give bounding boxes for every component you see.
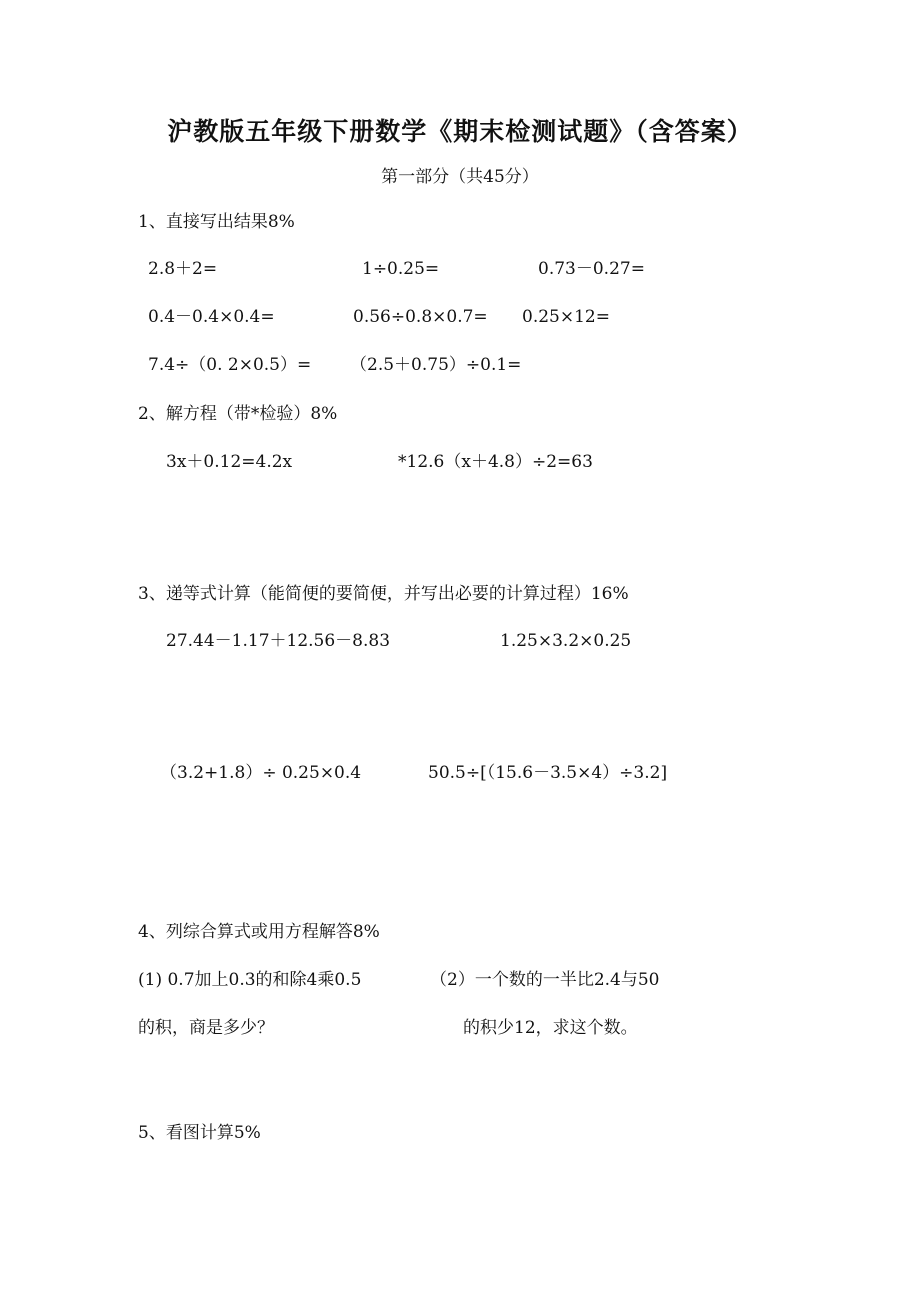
s1-problem-2: 1÷0.25= xyxy=(362,259,440,279)
s1-problem-1: 2.8＋2= xyxy=(148,259,218,279)
section-2-heading: 2、解方程（带*检验）8% xyxy=(138,404,338,424)
s1-problem-4: 0.4－0.4×0.4= xyxy=(148,307,275,327)
s4-question-2-line-2: 的积少12，求这个数。 xyxy=(463,1018,638,1038)
page-title: 沪教版五年级下册数学《期末检测试题》（含答案） xyxy=(167,117,753,146)
s1-problem-8: （2.5＋0.75）÷0.1= xyxy=(350,355,522,375)
s1-problem-3: 0.73－0.27= xyxy=(538,259,645,279)
part-subtitle: 第一部分（共45分） xyxy=(381,167,539,187)
section-5-heading: 5、看图计算5% xyxy=(138,1123,261,1143)
s1-problem-6: 0.25×12= xyxy=(522,307,610,327)
s1-problem-5: 0.56÷0.8×0.7= xyxy=(353,307,488,327)
s3-calc-1: 27.44－1.17＋12.56－8.83 xyxy=(166,631,391,651)
s2-equation-1: 3x＋0.12=4.2x xyxy=(166,452,293,472)
section-1-heading: 1、直接写出结果8% xyxy=(138,212,295,232)
section-4-heading: 4、列综合算式或用方程解答8% xyxy=(138,922,380,942)
s4-question-2-line-1: （2）一个数的一半比2.4与50 xyxy=(430,970,660,990)
s3-calc-2: 1.25×3.2×0.25 xyxy=(500,631,632,651)
s3-calc-4: 50.5÷[（15.6－3.5×4）÷3.2] xyxy=(428,763,668,783)
s1-problem-7: 7.4÷（0. 2×0.5）= xyxy=(148,355,312,375)
s3-calc-3: （3.2+1.8）÷ 0.25×0.4 xyxy=(160,763,362,783)
s4-question-1-line-1: (1) 0.7加上0.3的和除4乘0.5 xyxy=(138,970,362,990)
section-3-heading: 3、递等式计算（能简便的要简便，并写出必要的计算过程）16% xyxy=(138,584,629,604)
s4-question-1-line-2: 的积，商是多少？ xyxy=(138,1018,274,1038)
s2-equation-2: *12.6（x＋4.8）÷2=63 xyxy=(398,452,593,472)
